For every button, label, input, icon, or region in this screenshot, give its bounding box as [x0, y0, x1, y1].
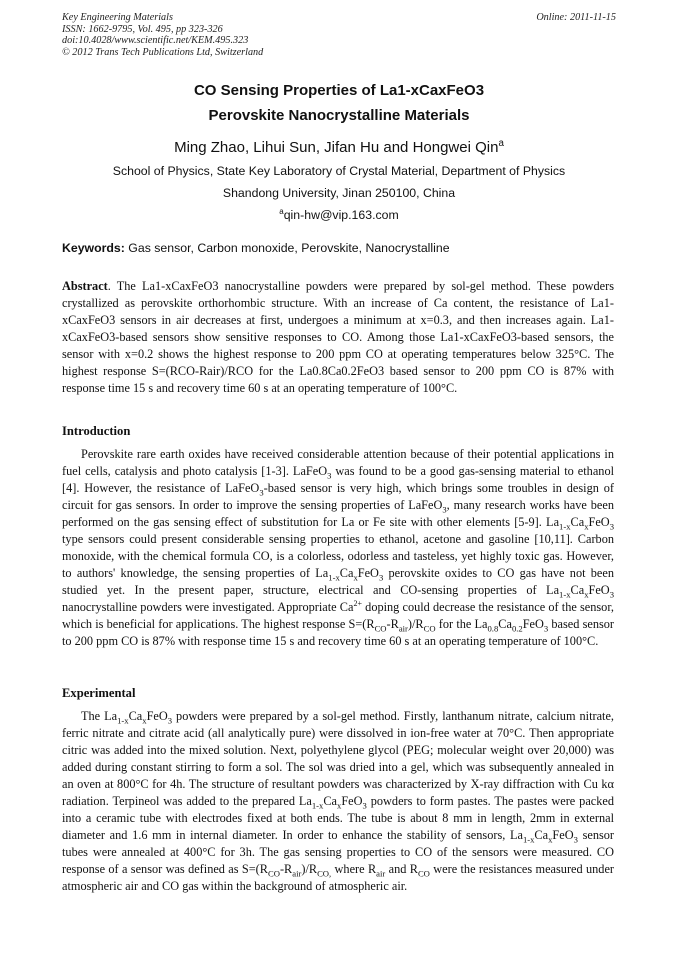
online-date: Online: 2011-11-15	[536, 12, 616, 23]
author-email	[0, 208, 678, 222]
keywords-text: Gas sensor, Carbon monoxide, Perovskite, Nanocrystalline	[128, 241, 450, 255]
abstract	[62, 278, 614, 397]
introduction-paragraph: Perovskite rare earth oxides have received considerable attention because of their potential applications in fuel cells, catalysis and photo catalysis [1-3]. LaFeO$_3$ was found to be a good gas-sensing material to ethanol [4]. However, the resistance of LaFeO$_3$-based sensor is very high, which brings some troubles in design of circuit for gas sensors. In order to improve the sensing properties of LaFeO$_3$, many research works have been performed on the gas sensing effect of substitution for La or Fe site with other elements [5-9]. $La_{1-x}Ca_xFeO_3$ type sensors could present considerable sensing properties to ethanol, acetone and gasoline [10,11]. Carbon monoxide, with the chemical formula CO, is a colorless, odorless and tasteless, yet highly toxic gas. However, to authors' knowledge, the sensing properties of $La_{1-x}Ca_xFeO_3$ perovskite oxides to CO gas have not been studied yet. In the present paper, structure, electrical and CO-sensing properties of $La_{1-x}Ca_xFeO_3$ nanocrystalline powders were investigated. Appropriate $Ca^{2+}$ doping could decrease the resistance of the sensor, which is beneficial for applications. The highest response $S=(R_{CO}-R_{air})/R_{CO}$ for the $La_{0.8}Ca_{0.2}FeO_3$ based sensor to 200 ppm CO is 87% with response time 15 s and recovery time 60 s at an operating temperature of 100°C.	[62, 447, 615, 648]
keywords	[62, 241, 622, 255]
paper-title-line-2: Perovskite Nanocrystalline Materials	[208, 107, 470, 124]
paper-title-line-1: CO Sensing Properties of La1-xCaxFeO3	[193, 82, 485, 99]
abstract-label: Abstract	[62, 279, 108, 293]
section-heading-experimental: Experimental	[62, 686, 136, 700]
abstract-text: . The La1-xCaxFeO3 nanocrystalline powders were prepared by sol-gel method. These powders crystallized as perovskite orthorhombic structure. With an increase of Ca content, the resistance of La1-xCaxFeO3 sensors in air decreases at first, undergoes a minimum at x=0.3, and then increases again. La1-xCaxFeO3-based sensors show sensitive responses to CO. Among those La1-xCaxFeO3-based sensors, the sensor with x=0.2 shows the highest response to 200 ppm CO at operating temperatures below 325°C. The highest response S=(RCO-Rair)/RCO for the La0.8Ca0.2FeO3 based sensor to 200 ppm CO is 87% with response time 15 s and recovery time 60 s at an operating temperature of 100°C.	[62, 279, 614, 395]
email-address: qin-hw@vip.163.com	[283, 208, 399, 222]
email-mark: a	[279, 206, 284, 216]
section-heading-introduction: Introduction	[62, 424, 131, 438]
experimental-paragraph: The $La_{1-x}Ca_xFeO_3$ powders were prepared by a sol-gel method. Firstly, lanthanum nitrate, calcium nitrate, ferric nitrate and citrate acid (all analytically pure) were dissolved in ion-free water at 70°C. Then appropriate citric was added into the mixed solution. Next, polyethylene glycol (PEG; molecular weight over 20,000) was added during constant stirring to form a sol. The sol was dried into a gel, which was subsequently annealed in an oven at 800°C for 4h. The structure of resultant powders was characterized by X-ray diffraction with Cu kα radiation. Terpineol was added to the prepared $La_{1-x}Ca_xFeO_3$ powders to form pastes. The pastes were packed into a ceramic tube with electrodes fixed at both ends. The tube is about 8 mm in length, 2mm in external diameter and 1.6 mm in internal diameter. In order to enhance the stability of sensors, $La_{1-x}Ca_xFeO_3$ sensor tubes were annealed at 400°C for 3h. The gas sensing properties to CO of the sensors were measured. CO response of a sensor was defined as $S=(R_{CO}-R_{air})/R_{CO,}$ where $R_{air}$ and $R_{CO}$ were the resistances measured under atmospheric air and CO gas within the background of atmospheric air.	[62, 709, 615, 893]
authors	[0, 139, 678, 156]
copyright: © 2012 Trans Tech Publications Ltd, Switzerland	[62, 46, 264, 58]
keywords-label: Keywords:	[62, 241, 125, 255]
author-names: Ming Zhao, Lihui Sun, Jifan Hu and Hongwei Qin	[174, 139, 499, 156]
author-affil-mark: a	[498, 138, 504, 149]
affiliation-line-2: Shandong University, Jinan 250100, China	[222, 186, 456, 200]
issn: ISSN: 1662-9795, Vol. 495, pp 323-326	[62, 23, 223, 35]
journal-header	[62, 12, 616, 58]
journal-name: Key Engineering Materials	[62, 12, 173, 23]
affiliation-line-1: School of Physics, State Key Laboratory of Crystal Material, Department of Physics	[112, 164, 566, 178]
doi: doi:10.4028/www.scientific.net/KEM.495.323	[62, 35, 249, 47]
